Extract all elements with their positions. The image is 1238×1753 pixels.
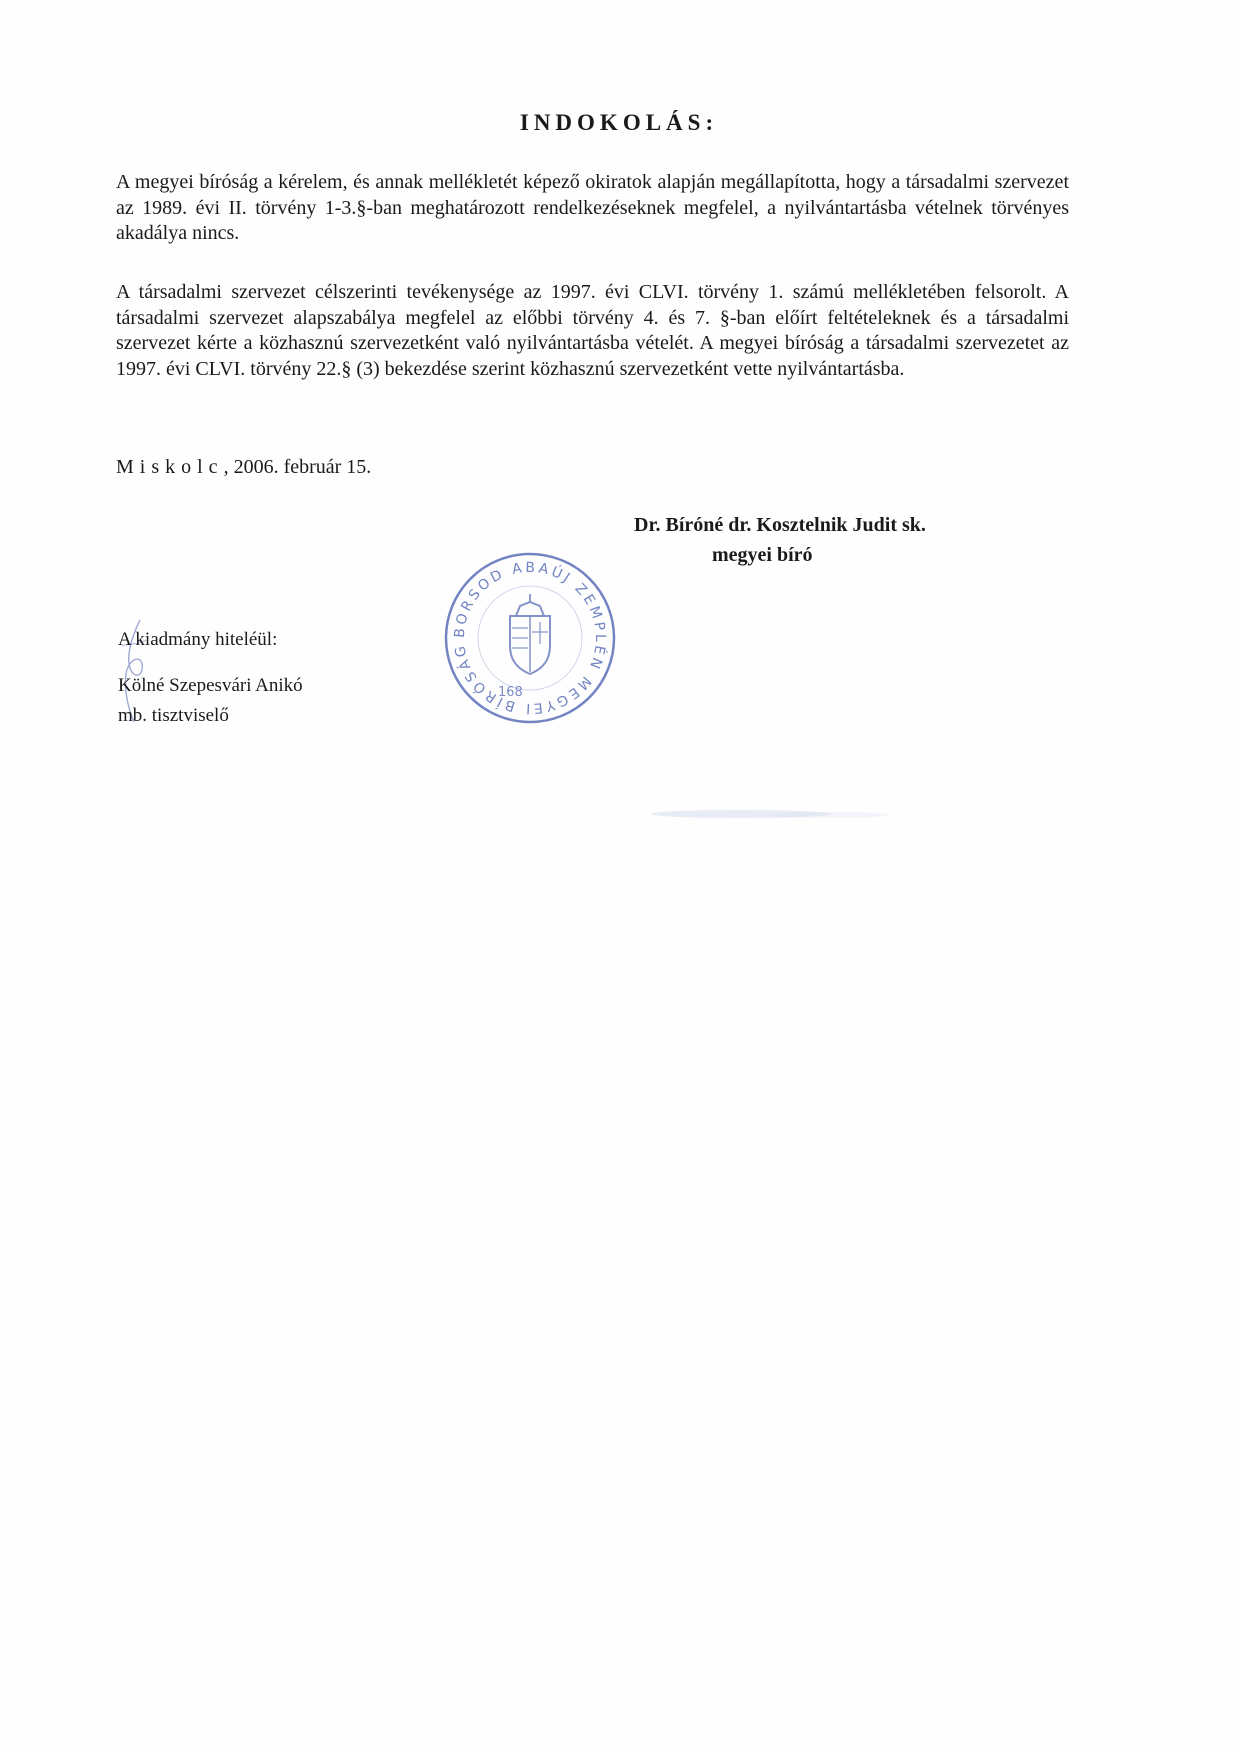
- certification-label: A kiadmány hiteléül:: [118, 629, 278, 650]
- judge-signature-block: [634, 510, 926, 570]
- seal-text: BORSOD ABAÚJ ZEMPLÉN MEGYEI BÍRÓSÁG: [451, 559, 609, 717]
- court-seal-stamp: [440, 548, 620, 728]
- certifier-role: mb. tisztviselő: [118, 705, 229, 726]
- paragraph-1: A megyei bíróság a kérelem, és annak mellékletét képező okiratok alapján megállapította, hogy a társadalmi szervezet az 1989. évi II. törvény 1-3.§-ban meghatározott rendelkezéseknek megfelel, a nyilvántartásba vételnek törvényes akadálya nincs.: [116, 171, 1069, 244]
- place-name: Miskolc: [116, 456, 224, 478]
- document-title: INDOKOLÁS:: [519, 110, 719, 135]
- certifier-name: Kölné Szepesvári Anikó: [118, 675, 303, 696]
- judge-role: megyei bíró: [712, 544, 813, 566]
- paragraph-2: A társadalmi szervezet célszerinti tevékenysége az 1997. évi CLVI. törvény 1. számú mellékletében felsorolt. A társadalmi szervezet alapszabálya megfelel az előbbi törvény 4. és 7. §-ban előírt feltételeknek és a társadalmi szervezet kérte a közhasznú szervezetként való nyilvántartásba vételét. A megyei bíróság a társadalmi szervezetet az 1997. évi CLVI. törvény 22.§ (3) bekezdése szerint közhasznú szervezetként vette nyilvántartásba.: [116, 281, 1069, 380]
- seal-number: 168: [498, 685, 523, 700]
- date: , 2006. február 15.: [223, 456, 372, 478]
- coat-of-arms-icon: [510, 594, 550, 674]
- judge-name: Dr. Bíróné dr. Kosztelnik Judit sk.: [634, 514, 926, 536]
- scan-smudge: [620, 805, 920, 823]
- place-and-date: [116, 456, 371, 479]
- certification-block: [118, 625, 303, 731]
